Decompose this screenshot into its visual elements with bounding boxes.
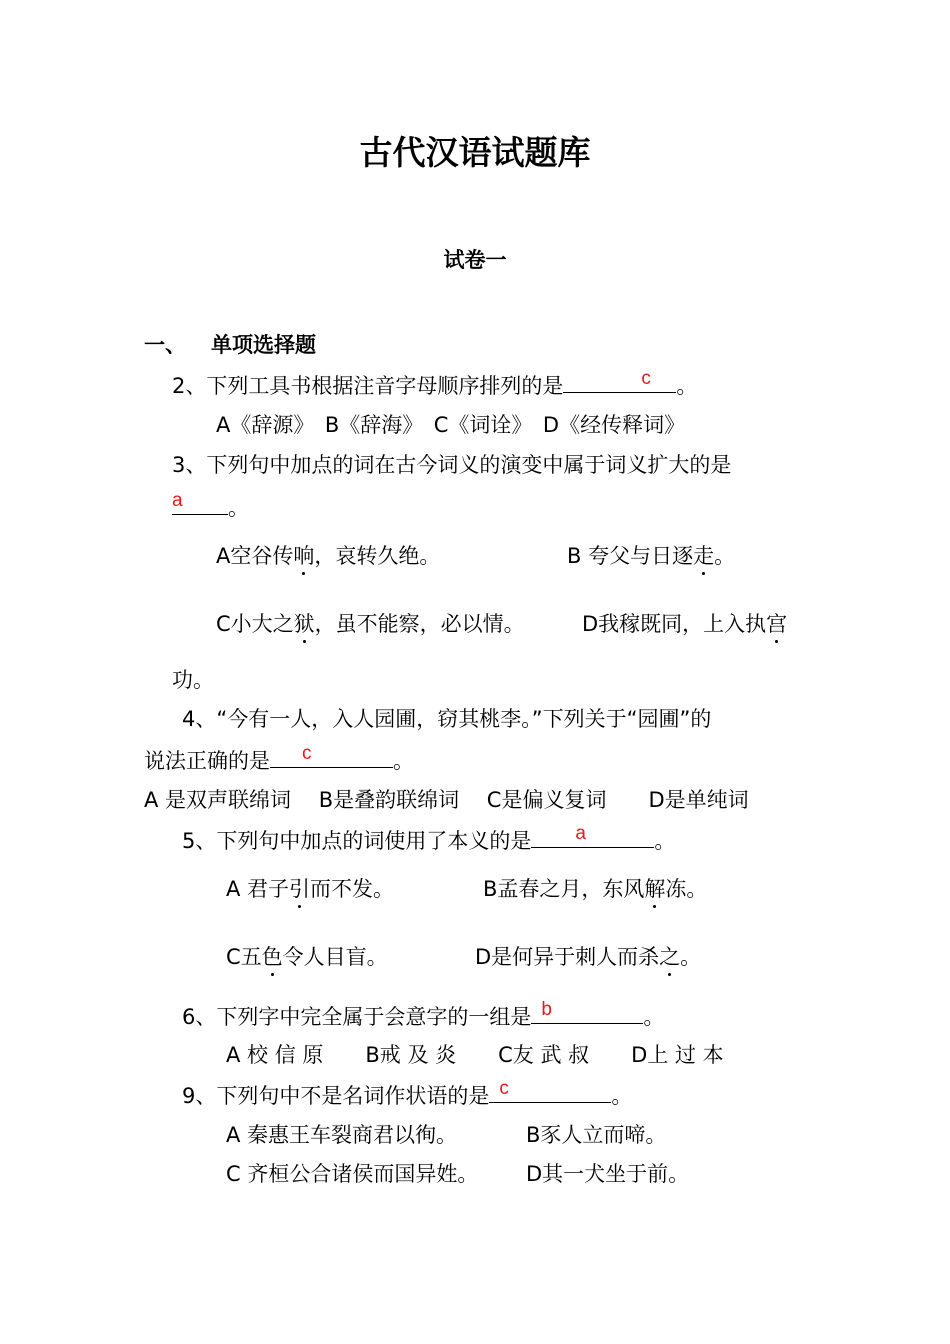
question-5-option-a [226, 876, 394, 902]
option-text: B 夸父与日逐 [567, 544, 694, 568]
emphasized-word: 狱 [293, 612, 315, 636]
question-2 [172, 368, 698, 399]
question-9-option-a: A 秦惠王车裂商君以徇。 [226, 1123, 458, 1147]
emphasized-word: 引 [289, 877, 311, 901]
answer-9: c [499, 1078, 509, 1099]
question-5 [182, 823, 676, 854]
question-text: 5、下列句中加点的词使用了本义的是 [182, 829, 532, 853]
option-text: 。 [680, 945, 702, 969]
answer-blank-5 [531, 823, 654, 848]
answer-blank-6 [531, 999, 643, 1024]
emphasized-word: 响 [293, 544, 315, 568]
question-5-option-c [226, 944, 388, 970]
question-2-stem: 2、下列工具书根据注音字母顺序排列的是 [172, 374, 564, 398]
answer-6: b [541, 999, 552, 1020]
question-4-end: 。 [393, 749, 414, 773]
question-2-end: 。 [676, 374, 698, 398]
option-text: B孟春之月，东风 [483, 877, 645, 901]
option-text: 冻。 [665, 877, 708, 901]
option-text: D是何异于刺人而杀 [475, 945, 660, 969]
section-heading: 单项选择题 [211, 333, 316, 357]
answer-blank-9 [489, 1078, 611, 1103]
question-4-stem-continued [144, 743, 414, 774]
emphasized-word: 色 [261, 945, 283, 969]
question-3-option-a [216, 543, 440, 569]
option-text: ，哀转久绝。 [314, 544, 441, 568]
answer-5: a [575, 823, 586, 844]
question-4-options: A 是双声联绵词 B是叠韵联绵词 C是偏义复词 D是单纯词 [144, 788, 749, 812]
emphasized-word: 走 [693, 544, 715, 568]
answer-blank-3 [172, 490, 228, 515]
option-text: 令人目盲。 [282, 945, 388, 969]
question-3-end: 。 [228, 496, 249, 520]
document-title: 古代汉语试题库 [359, 133, 591, 172]
question-3-option-d-continued: 功。 [172, 668, 214, 692]
answer-2: c [641, 368, 651, 389]
question-5-option-b [483, 876, 707, 902]
emphasized-word: 之 [659, 945, 681, 969]
question-3-option-b [567, 543, 735, 569]
section-number: 一、 [144, 333, 186, 357]
question-3-option-d [582, 611, 787, 637]
question-text: 6、下列字中完全属于会意字的一组是 [182, 1005, 532, 1029]
question-text: 9、下列句中不是名词作状语的是 [182, 1084, 490, 1108]
question-9-end: 。 [611, 1084, 633, 1108]
question-3-stem: 3、下列句中加点的词在古今词义的演变中属于词义扩大的是 [172, 453, 732, 477]
option-text: A 君子 [226, 877, 290, 901]
question-9-option-c: C 齐桓公合诸侯而国异姓。 [226, 1162, 479, 1186]
question-6 [182, 999, 665, 1030]
question-3-option-c [216, 611, 525, 637]
option-text: C小大之 [216, 612, 294, 636]
question-5-option-d [475, 944, 701, 970]
question-4-stem: 4、“今有一人，入人园圃，窃其桃李。”下列关于“园圃”的 [182, 707, 712, 731]
question-2-options: A《辞源》 B《辞海》 C《词诠》 D《经传释词》 [216, 413, 686, 437]
question-3-blank-line [172, 490, 249, 521]
question-9-option-b: B豕人立而啼。 [526, 1123, 667, 1147]
question-6-options: A 校 信 原 B戒 及 炎 C友 武 叔 D上 过 本 [226, 1043, 724, 1067]
paper-subtitle: 试卷一 [443, 247, 507, 272]
option-text: 。 [714, 544, 736, 568]
answer-3: a [172, 490, 183, 511]
question-9 [182, 1078, 633, 1109]
option-text: C五 [226, 945, 262, 969]
question-6-end: 。 [643, 1005, 665, 1029]
emphasized-word: 解 [644, 877, 666, 901]
question-text: 说法正确的是 [144, 749, 270, 773]
emphasized-word: 宫 [766, 612, 788, 636]
question-5-end: 。 [654, 829, 676, 853]
option-text: A空谷传 [216, 544, 294, 568]
option-text: 而不发。 [310, 877, 395, 901]
option-text: D我稼既同，上入执 [582, 612, 767, 636]
answer-4: c [302, 743, 312, 764]
question-9-option-d: D其一犬坐于前。 [526, 1162, 690, 1186]
option-text: ，虽不能察，必以情。 [314, 612, 525, 636]
answer-blank-2 [563, 368, 676, 393]
answer-blank-4 [270, 743, 393, 768]
